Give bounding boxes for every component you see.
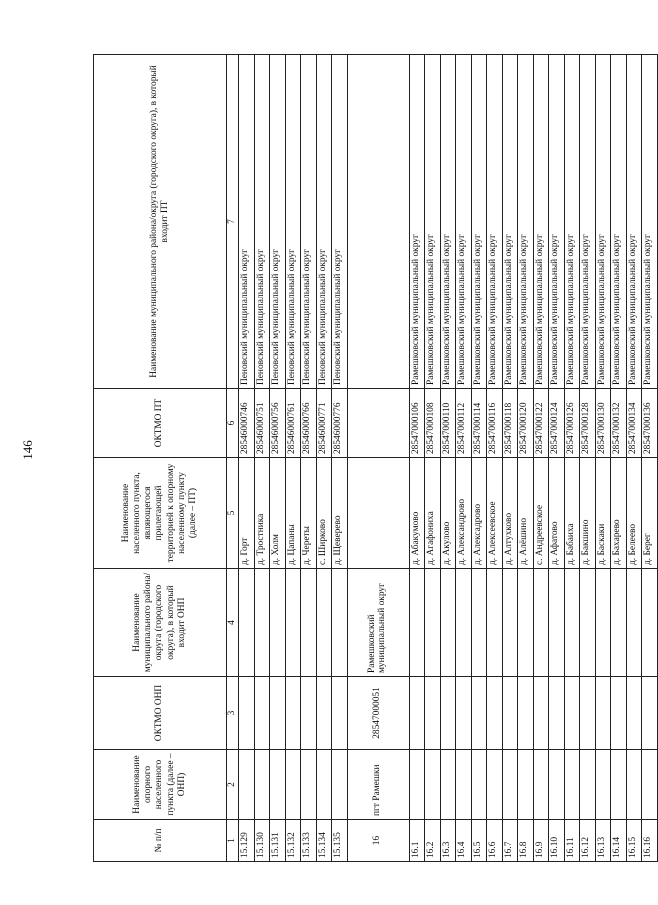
cell-district-pt: Рамешковский муниципальный округ (564, 55, 580, 389)
cell-onp-name (564, 750, 580, 820)
cell-district-pt (347, 55, 409, 389)
cell-number: 16.7 (502, 820, 518, 862)
cell-oktmo-onp (564, 677, 580, 750)
rotated-table-container (93, 55, 654, 862)
cell-number: 16.13 (595, 820, 611, 862)
cell-oktmo-onp (285, 677, 301, 750)
cell-pt-name: д. Агафониха (425, 458, 441, 569)
cell-oktmo-onp (611, 677, 627, 750)
cell-oktmo-pt (347, 389, 409, 458)
cell-oktmo-onp (533, 677, 549, 750)
cell-district-onp (642, 569, 658, 677)
cell-oktmo-onp (440, 677, 456, 750)
table-row (502, 55, 518, 862)
cell-oktmo-pt: 28547000116 (487, 389, 503, 458)
cell-oktmo-pt: 28547000124 (549, 389, 565, 458)
cell-oktmo-pt: 28547000122 (533, 389, 549, 458)
cell-district-pt: Пеновский муниципальный округ (239, 55, 255, 389)
cell-pt-name: д. Акулово (440, 458, 456, 569)
cell-district-onp (471, 569, 487, 677)
cell-pt-name: д. Баскаки (595, 458, 611, 569)
cell-onp-name: пгт Рамешки (347, 750, 409, 820)
cell-oktmo-pt: 28546000766 (301, 389, 317, 458)
table-row (440, 55, 456, 862)
cell-onp-name (626, 750, 642, 820)
cell-number: 15.134 (316, 820, 332, 862)
cell-oktmo-pt: 28547000120 (518, 389, 534, 458)
cell-district-pt: Рамешковский муниципальный округ (425, 55, 441, 389)
cell-onp-name (580, 750, 596, 820)
cell-oktmo-pt: 28547000108 (425, 389, 441, 458)
cell-oktmo-pt: 28546000776 (332, 389, 348, 458)
cell-pt-name: д. Алёшино (518, 458, 534, 569)
cell-pt-name (347, 458, 409, 569)
cell-oktmo-onp (518, 677, 534, 750)
cell-oktmo-pt: 28546000756 (270, 389, 286, 458)
cell-oktmo-pt: 28547000136 (642, 389, 658, 458)
table-row (564, 55, 580, 862)
cell-pt-name: д. Берег (642, 458, 658, 569)
cell-district-onp (239, 569, 255, 677)
cell-onp-name (518, 750, 534, 820)
cell-district-pt: Пеновский муниципальный округ (332, 55, 348, 389)
table-row (316, 55, 332, 862)
cell-oktmo-onp (471, 677, 487, 750)
cell-number: 16.6 (487, 820, 503, 862)
header-district-pt: Наименование муниципального района/округа (городского округа), в который входит ПТ (94, 55, 227, 389)
table-row (409, 55, 425, 862)
column-number: 3 (227, 677, 239, 750)
cell-onp-name (502, 750, 518, 820)
cell-oktmo-onp (316, 677, 332, 750)
table-row (487, 55, 503, 862)
cell-oktmo-pt: 28546000751 (254, 389, 270, 458)
cell-district-pt: Рамешковский муниципальный округ (518, 55, 534, 389)
cell-number: 16.5 (471, 820, 487, 862)
cell-oktmo-onp (580, 677, 596, 750)
cell-onp-name (316, 750, 332, 820)
cell-district-pt: Рамешковский муниципальный округ (456, 55, 472, 389)
cell-district-pt: Пеновский муниципальный округ (285, 55, 301, 389)
table-row (626, 55, 642, 862)
cell-onp-name (254, 750, 270, 820)
cell-district-pt: Рамешковский муниципальный округ (471, 55, 487, 389)
cell-district-onp (456, 569, 472, 677)
table-row (471, 55, 487, 862)
cell-number: 15.130 (254, 820, 270, 862)
table-row (549, 55, 565, 862)
cell-number: 16.4 (456, 820, 472, 862)
cell-onp-name (595, 750, 611, 820)
cell-district-pt: Рамешковский муниципальный округ (595, 55, 611, 389)
cell-number: 16.3 (440, 820, 456, 862)
cell-pt-name: д. Абакумово (409, 458, 425, 569)
cell-onp-name (642, 750, 658, 820)
cell-oktmo-pt: 28547000110 (440, 389, 456, 458)
cell-oktmo-onp (332, 677, 348, 750)
cell-pt-name: д. Череты (301, 458, 317, 569)
table-row (285, 55, 301, 862)
cell-number: 16.10 (549, 820, 565, 862)
cell-oktmo-onp (487, 677, 503, 750)
cell-district-onp (518, 569, 534, 677)
cell-oktmo-onp (425, 677, 441, 750)
cell-district-onp (285, 569, 301, 677)
table-row (254, 55, 270, 862)
cell-oktmo-onp (626, 677, 642, 750)
cell-oktmo-onp (502, 677, 518, 750)
cell-oktmo-onp (409, 677, 425, 750)
cell-number: 15.135 (332, 820, 348, 862)
table-row (595, 55, 611, 862)
cell-pt-name: д. Афатово (549, 458, 565, 569)
cell-pt-name: д. Цапаны (285, 458, 301, 569)
cell-district-onp (409, 569, 425, 677)
cell-district-onp (611, 569, 627, 677)
cell-number: 16.14 (611, 820, 627, 862)
table-row (533, 55, 549, 862)
cell-oktmo-pt: 28547000126 (564, 389, 580, 458)
cell-onp-name (471, 750, 487, 820)
cell-onp-name (285, 750, 301, 820)
cell-oktmo-onp: 28547000051 (347, 677, 409, 750)
header-number: № п/п (94, 820, 227, 862)
cell-district-pt: Пеновский муниципальный округ (301, 55, 317, 389)
cell-number: 16.1 (409, 820, 425, 862)
column-number: 4 (227, 569, 239, 677)
cell-district-pt: Рамешковский муниципальный округ (440, 55, 456, 389)
cell-number: 15.131 (270, 820, 286, 862)
cell-number: 16.12 (580, 820, 596, 862)
cell-onp-name (611, 750, 627, 820)
cell-district-onp (626, 569, 642, 677)
cell-oktmo-pt: 28547000118 (502, 389, 518, 458)
cell-district-pt: Рамешковский муниципальный округ (533, 55, 549, 389)
cell-pt-name: д. Бахарево (611, 458, 627, 569)
cell-oktmo-pt: 28546000761 (285, 389, 301, 458)
cell-district-pt: Рамешковский муниципальный округ (487, 55, 503, 389)
cell-district-pt: Рамешковский муниципальный округ (549, 55, 565, 389)
cell-district-onp (487, 569, 503, 677)
page-number: 146 (20, 440, 35, 460)
cell-pt-name: д. Алтухково (502, 458, 518, 569)
cell-number: 16.9 (533, 820, 549, 862)
cell-onp-name (409, 750, 425, 820)
cell-district-pt: Рамешковский муниципальный округ (580, 55, 596, 389)
header-oktmo-onp: ОКТМО ОНП (94, 677, 227, 750)
table-row (347, 55, 409, 862)
cell-oktmo-pt: 28547000128 (580, 389, 596, 458)
cell-onp-name (456, 750, 472, 820)
cell-district-onp (580, 569, 596, 677)
cell-oktmo-pt: 28547000134 (626, 389, 642, 458)
cell-onp-name (487, 750, 503, 820)
column-number: 2 (227, 750, 239, 820)
cell-number: 15.132 (285, 820, 301, 862)
cell-pt-name: с. Андреевское (533, 458, 549, 569)
cell-oktmo-pt: 28546000746 (239, 389, 255, 458)
cell-district-onp (502, 569, 518, 677)
column-number: 1 (227, 820, 239, 862)
cell-number: 16.2 (425, 820, 441, 862)
cell-number: 16.8 (518, 820, 534, 862)
cell-onp-name (425, 750, 441, 820)
cell-pt-name: д. Алексадрово (471, 458, 487, 569)
cell-oktmo-onp (270, 677, 286, 750)
table-row (239, 55, 255, 862)
cell-onp-name (301, 750, 317, 820)
cell-onp-name (239, 750, 255, 820)
cell-oktmo-pt: 28547000106 (409, 389, 425, 458)
header-onp-name: Наименование опорного населенного пункта (далее – ОНП) (94, 750, 227, 820)
cell-onp-name (533, 750, 549, 820)
cell-pt-name: д. Бакшино (580, 458, 596, 569)
cell-pt-name: д. Бабаиха (564, 458, 580, 569)
cell-oktmo-onp (549, 677, 565, 750)
cell-district-onp (425, 569, 441, 677)
cell-pt-name: д. Алексеевское (487, 458, 503, 569)
cell-number: 16 (347, 820, 409, 862)
cell-district-pt: Пеновский муниципальный округ (254, 55, 270, 389)
cell-pt-name: д. Белеево (626, 458, 642, 569)
header-district-onp: Наименование муниципального района/округа (городского округа), в который входит ОНП (94, 569, 227, 677)
cell-district-pt: Пеновский муниципальный округ (270, 55, 286, 389)
cell-district-onp (332, 569, 348, 677)
cell-oktmo-onp (642, 677, 658, 750)
column-number: 5 (227, 458, 239, 569)
cell-oktmo-pt: 28547000114 (471, 389, 487, 458)
cell-pt-name: с. Ширково (316, 458, 332, 569)
cell-pt-name: д. Александрово (456, 458, 472, 569)
cell-district-onp (440, 569, 456, 677)
cell-oktmo-onp (595, 677, 611, 750)
cell-district-pt: Рамешковский муниципальный округ (611, 55, 627, 389)
cell-number: 16.11 (564, 820, 580, 862)
table-row (580, 55, 596, 862)
table-row (301, 55, 317, 862)
cell-district-pt: Рамешковский муниципальный округ (642, 55, 658, 389)
cell-number: 16.15 (626, 820, 642, 862)
cell-district-onp (316, 569, 332, 677)
table-row (456, 55, 472, 862)
cell-onp-name (440, 750, 456, 820)
cell-number: 15.129 (239, 820, 255, 862)
cell-oktmo-onp (456, 677, 472, 750)
cell-oktmo-onp (301, 677, 317, 750)
cell-pt-name: д. Щеверево (332, 458, 348, 569)
column-number: 6 (227, 389, 239, 458)
cell-number: 16.16 (642, 820, 658, 862)
cell-district-pt: Пеновский муниципальный округ (316, 55, 332, 389)
cell-pt-name: д. Тростника (254, 458, 270, 569)
cell-pt-name: д. Горт (239, 458, 255, 569)
cell-number: 15.133 (301, 820, 317, 862)
cell-district-onp (254, 569, 270, 677)
table-row (611, 55, 627, 862)
cell-oktmo-pt: 28546000771 (316, 389, 332, 458)
cell-onp-name (549, 750, 565, 820)
cell-onp-name (270, 750, 286, 820)
cell-district-onp (564, 569, 580, 677)
table-row (642, 55, 658, 862)
settlements-table (93, 54, 658, 862)
cell-oktmo-onp (254, 677, 270, 750)
header-oktmo-pt: ОКТМО ПТ (94, 389, 227, 458)
header-pt-name: Наименование населенного пункта, являющегося прилегающей территорией к опорному населенному пункту (далее – ПТ) (94, 458, 227, 569)
cell-district-pt: Рамешковский муниципальный округ (502, 55, 518, 389)
cell-oktmo-pt: 28547000112 (456, 389, 472, 458)
table-row (518, 55, 534, 862)
cell-district-onp (533, 569, 549, 677)
cell-oktmo-pt: 28547000132 (611, 389, 627, 458)
cell-onp-name (332, 750, 348, 820)
cell-district-onp (549, 569, 565, 677)
table-row (425, 55, 441, 862)
cell-district-pt: Рамешковский муниципальный округ (626, 55, 642, 389)
table-row (332, 55, 348, 862)
cell-pt-name: д. Холм (270, 458, 286, 569)
cell-district-onp: Рамешковский муниципальный округ (347, 569, 409, 677)
cell-district-onp (595, 569, 611, 677)
cell-oktmo-onp (239, 677, 255, 750)
column-number: 7 (227, 55, 239, 389)
cell-district-pt: Рамешковский муниципальный округ (409, 55, 425, 389)
cell-district-onp (301, 569, 317, 677)
table-row (270, 55, 286, 862)
cell-district-onp (270, 569, 286, 677)
table-body (239, 55, 658, 862)
cell-oktmo-pt: 28547000130 (595, 389, 611, 458)
